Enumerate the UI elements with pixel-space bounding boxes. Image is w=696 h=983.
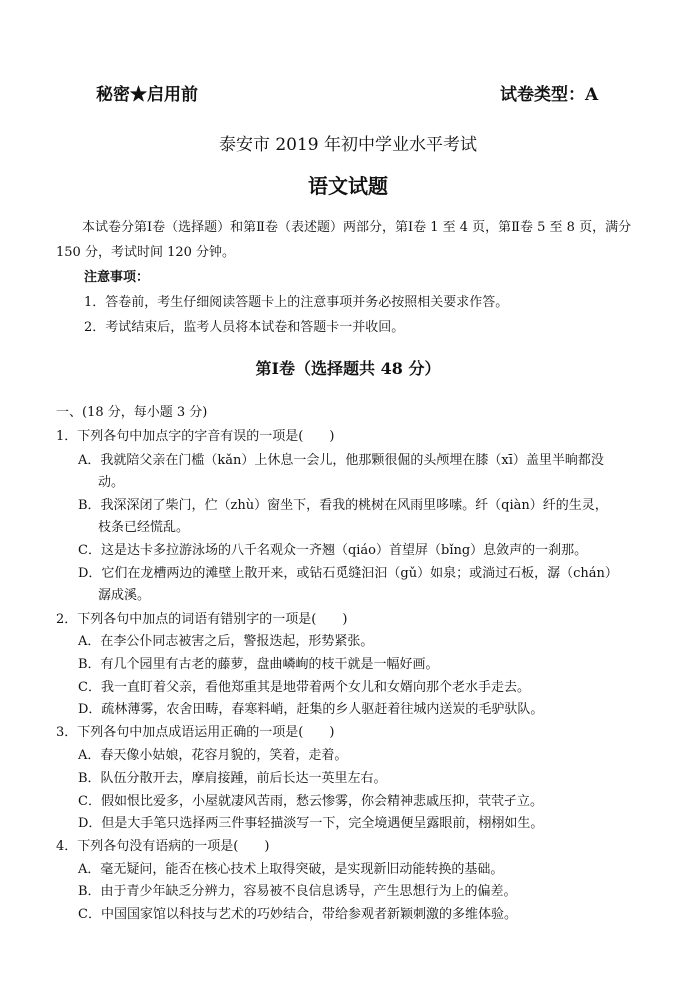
option-line: C．这是达卡多拉游泳场的八千名观众一齐翘（qiáo）首望屏（bǐng）息敛声的一刹那。 (78, 543, 588, 558)
option-line: B．由于青少年缺乏分辨力，容易被不良信息诱导，产生思想行为上的偏差。 (78, 884, 517, 899)
option-line: B．队伍分散开去，摩肩接踵，前后长达一英里左右。 (78, 771, 387, 786)
option-line: A．我就陪父亲在门槛（kǎn）上休息一会儿，他那颗很倔的头颅埋在膝（xī）盖里半晌都没 (78, 453, 604, 468)
subject-title: 语文试题 (308, 174, 388, 198)
option-line: A．在李公仆同志被害之后，警报迭起，形势紧张。 (78, 634, 374, 649)
part-heading: 一、(18 分，每小题 3 分) (56, 405, 208, 420)
section-title: 第Ⅰ卷（选择题共 48 分） (255, 359, 441, 378)
question-stem: 2．下列各句中加点的词语有错别字的一项是( ) (56, 612, 348, 627)
option-line: C．我一直盯着父亲，看他郑重其是地带着两个女儿和女婿向那个老水手走去。 (78, 680, 530, 695)
question-stem: 4．下列各句没有语病的一项是( ) (56, 839, 270, 854)
question-stem: 1．下列各句中加点字的字音有误的一项是( ) (56, 429, 335, 444)
option-line: A．毫无疑问，能否在核心技术上取得突破，是实现新旧动能转换的基础。 (78, 862, 504, 877)
option-continuation: 动。 (98, 475, 125, 490)
option-line: D．它们在龙槽两边的滩壁上散开来，或钻石觅缝汩汩（gǔ）如泉；或淌过石板，潺（chán） (78, 566, 618, 581)
option-line: A．春天像小姑娘，花容月貌的，笑着，走着。 (78, 748, 348, 763)
option-continuation: 枝条已经慌乱。 (98, 520, 190, 535)
option-line: C．中国国家馆以科技与艺术的巧妙结合，带给参观者新颖刺激的多维体验。 (78, 907, 517, 922)
notice-item: 1．答卷前，考生仔细阅读答题卡上的注意事项并务必按照相关要求作答。 (84, 295, 509, 310)
option-continuation: 潺成溪。 (98, 588, 151, 603)
confidential-label: 秘密★启用前 (96, 85, 198, 105)
option-line: D．但是大手笔只选择两三件事轻描淡写一下，完全境遇便呈露眼前，栩栩如生。 (78, 816, 544, 831)
option-line: B．我深深闭了柴门，伫（zhù）窗坐下，看我的桃树在风雨里哆嗦。纤（qiàn）纤的生灵， (78, 498, 608, 513)
notice-title: 注意事项： (84, 270, 150, 285)
option-line: B．有几个园里有古老的藤萝，盘曲嶙峋的枝干就是一幅好画。 (78, 657, 439, 672)
option-line: D．疏林薄雾，农舍田畴，春寒料峭，赶集的乡人驱赶着往城内送炭的毛驴驮队。 (78, 702, 544, 717)
option-line: C．假如恨比爱多，小屋就凄风苦雨，愁云惨雾，你会精神悲戚压抑，茕茕孑立。 (78, 794, 543, 809)
exam-title: 泰安市 2019 年初中学业水平考试 (218, 135, 478, 155)
question-stem: 3．下列各句中加点成语运用正确的一项是( ) (56, 725, 335, 740)
notice-item: 2．考试结束后，监考人员将本试卷和答题卡一并收回。 (84, 320, 405, 335)
intro-paragraph: 本试卷分第Ⅰ卷（选择题）和第Ⅱ卷（表述题）两部分，第Ⅰ卷 1 至 4 页，第Ⅱ卷 5 至 8 页，满分 150 分，考试时间 120 分钟。 (56, 220, 632, 260)
paper-type-label: 试卷类型：A (500, 85, 599, 105)
